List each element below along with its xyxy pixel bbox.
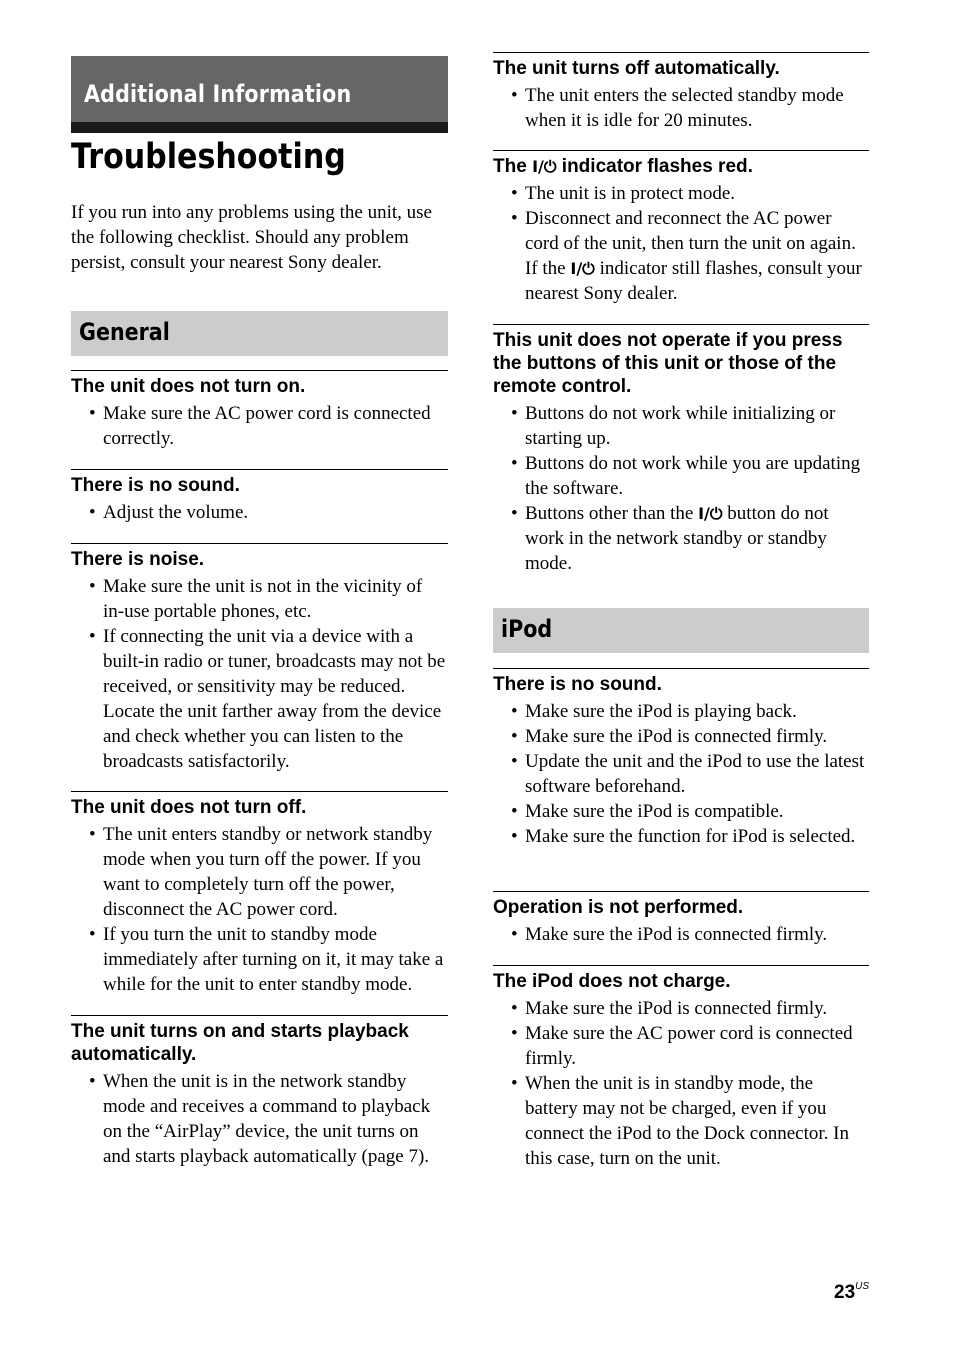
item-noise <box>71 543 448 774</box>
bullet: • Make sure the iPod is playing back. <box>493 699 869 724</box>
bullet-text: Disconnect and reconnect the AC power cord of the unit, then turn the unit on again. If the <box>525 208 856 279</box>
bullet: • The unit enters the selected standby mode when it is idle for 20 minutes. <box>493 83 869 133</box>
bullet: • Make sure the function for iPod is selected. <box>493 824 869 849</box>
bullet <box>493 501 869 576</box>
bullet: • Adjust the volume. <box>71 500 448 525</box>
item-title: There is noise. <box>71 549 205 570</box>
section-title: Additional Information <box>84 80 352 108</box>
item-operation-not-performed <box>493 891 869 947</box>
item-title: The unit does not turn off. <box>71 797 307 818</box>
bullet-text: Buttons other than the <box>525 503 699 524</box>
item-title: This unit does not operate if you press the buttons of this unit or those of the remote control. <box>493 330 843 397</box>
bullet: • Buttons do not work while you are updating the software. <box>493 451 869 501</box>
page-suffix: US <box>855 1281 870 1292</box>
section-banner <box>71 56 448 133</box>
bullet: • Make sure the unit is not in the vicinity of in-use portable phones, etc. <box>71 574 448 624</box>
bullet: • Buttons do not work while initializing or starting up. <box>493 401 869 451</box>
bullet: • Make sure the AC power cord is connected correctly. <box>71 401 448 451</box>
bullet: • If connecting the unit via a device with a built-in radio or tuner, broadcasts may not be received, or sensitivity may be reduced. Locate the unit farther away from the device and check whether you can listen to the broadcasts satisfactorily. <box>71 624 448 774</box>
item-ipod-not-charge <box>493 965 869 1171</box>
bullet: • Make sure the iPod is compatible. <box>493 799 869 824</box>
item-turns-off-automatically <box>493 52 869 133</box>
item-title: The unit does not turn on. <box>71 376 306 397</box>
category-heading: iPod <box>501 615 553 643</box>
item-does-not-turn-on <box>71 370 448 451</box>
item-title: Operation is not performed. <box>493 897 744 918</box>
item-turns-on-automatically <box>71 1015 448 1169</box>
item-does-not-turn-off <box>71 791 448 997</box>
item-no-sound <box>71 469 448 525</box>
bullet: • The unit enters standby or network standby mode when you turn off the power. If you want to completely turn off the power, disconnect the AC power cord. <box>71 822 448 922</box>
item-ipod-no-sound <box>493 668 869 849</box>
bullet: • Make sure the AC power cord is connected firmly. <box>493 1021 869 1071</box>
item-title <box>493 155 869 178</box>
bullet: • Update the unit and the iPod to use the latest software beforehand. <box>493 749 869 799</box>
item-indicator-flashes <box>493 150 869 306</box>
item-title: There is no sound. <box>493 674 662 695</box>
item-buttons-not-operate <box>493 324 869 576</box>
bullet: • When the unit is in the network standby mode and receives a command to playback on the “AirPlay” device, the unit turns on and starts playback automatically (page 7). <box>71 1069 448 1169</box>
page-number-value: 23 <box>834 1282 856 1303</box>
bullet: • Make sure the iPod is connected firmly. <box>493 922 869 947</box>
bullet: • When the unit is in standby mode, the battery may not be charged, even if you connect the iPod to the Dock connector. In this case, turn on the unit. <box>493 1071 869 1171</box>
bullet: • If you turn the unit to standby mode immediately after turning on it, it may take a while for the unit to enter standby mode. <box>71 922 448 997</box>
bullet: • Make sure the iPod is connected firmly. <box>493 724 869 749</box>
category-heading: General <box>79 318 170 346</box>
intro-text: If you run into any problems using the unit, use the following checklist. Should any problem persist, consult your nearest Sony dealer. <box>71 202 432 273</box>
power-icon: I/⏻ <box>698 504 723 523</box>
title-text: indicator flashes red. <box>556 156 753 177</box>
category-general <box>71 311 448 356</box>
item-title: There is no sound. <box>71 475 240 496</box>
bullet: • The unit is in protect mode. <box>493 181 869 206</box>
page-number <box>834 1281 869 1304</box>
item-title: The iPod does not charge. <box>493 971 731 992</box>
bullet <box>493 206 869 306</box>
power-icon: I/⏻ <box>532 157 557 176</box>
title-text: The <box>493 156 533 177</box>
category-ipod <box>493 608 869 653</box>
item-title: The unit turns off automatically. <box>493 58 780 79</box>
bullet: • Make sure the iPod is connected firmly. <box>493 996 869 1021</box>
bullet-text: indicator still flashes, consult your nearest Sony dealer. <box>525 258 862 304</box>
bullet-text: button do not work in the network standby or standby mode. <box>525 503 829 574</box>
item-title: The unit turns on and starts playback automatically. <box>71 1021 409 1065</box>
power-icon: I/⏻ <box>570 259 595 278</box>
page-title: Troubleshooting <box>71 137 346 177</box>
